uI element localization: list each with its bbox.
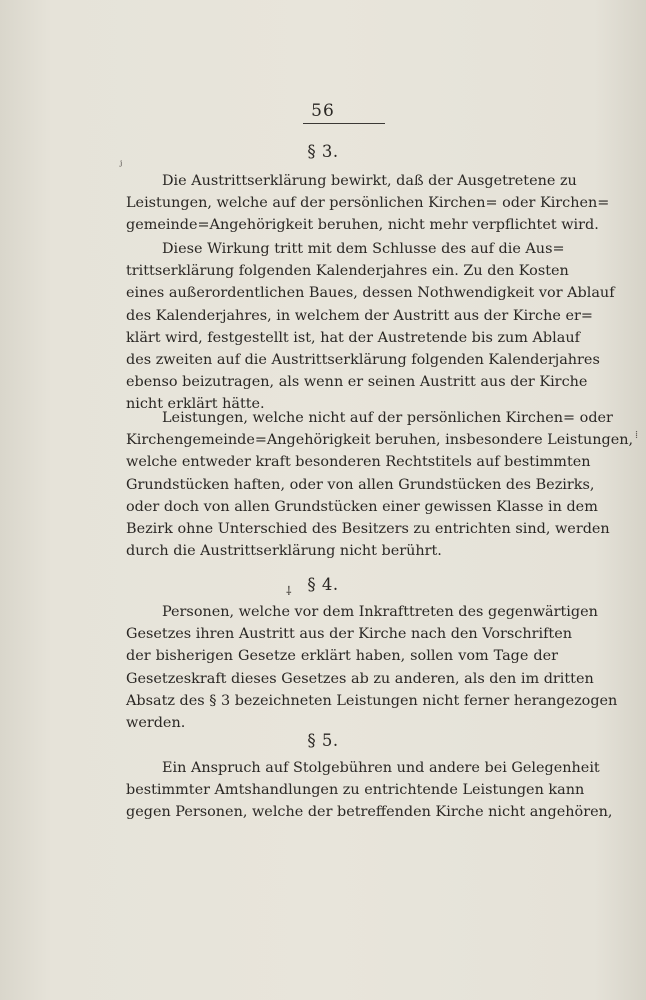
text-line: Absatz des § 3 bezeichneten Leistungen nicht ferner herangezogen — [126, 692, 618, 709]
margin-mark-icon: ʲ — [119, 158, 123, 172]
paragraph-4-1 — [126, 601, 618, 734]
text-line: Leistungen, welche auf der persönlichen Kirchen= oder Kirchen= — [126, 195, 610, 212]
text-line: der bisherigen Gesetze erklärt haben, sollen vom Tage der — [126, 648, 558, 665]
text-line: durch die Austrittserklärung nicht berührt. — [126, 543, 442, 560]
text-line: welche entweder kraft besonderen Rechtstitels auf bestimmten — [126, 454, 591, 471]
text-line: gegen Personen, welche der betreffenden Kirche nicht angehören, — [126, 804, 613, 821]
text-line: des zweiten auf die Austrittserklärung folgenden Kalenderjahres — [126, 352, 600, 369]
paragraph-3-3 — [126, 407, 634, 562]
text-line: klärt wird, festgestellt ist, hat der Austretende bis zum Ablauf — [126, 329, 580, 346]
text-line: gemeinde=Angehörigkeit beruhen, nicht mehr verpflichtet wird. — [126, 217, 599, 234]
text-line: Gesetzeskraft dieses Gesetzes ab zu anderen, als den im dritten — [126, 670, 594, 687]
text-line: trittserklärung folgenden Kalenderjahres ein. Zu den Kosten — [126, 263, 569, 280]
paragraph-3-2 — [126, 238, 615, 416]
text-line: Grundstücken haften, oder von allen Grundstücken des Bezirks, — [126, 476, 595, 493]
text-line: werden. — [126, 715, 186, 732]
text-line: Leistungen, welche nicht auf der persönlichen Kirchen= oder — [162, 410, 613, 426]
section-heading-3: § 3. — [307, 142, 339, 161]
text-line: Gesetzes ihren Austritt aus der Kirche nach den Vorschriften — [126, 626, 572, 643]
section-heading-4: § 4. — [307, 575, 339, 594]
ornament-icon: ⸸ — [286, 584, 292, 598]
text-line: oder doch von allen Grundstücken einer gewissen Klasse in dem — [126, 498, 598, 515]
text-line: bestimmter Amtshandlungen zu entrichtende Leistungen kann — [126, 782, 585, 799]
text-line: ebenso beizutragen, als wenn er seinen Austritt aus der Kirche — [126, 374, 588, 391]
text-line: nicht erklärt hätte. — [126, 396, 265, 413]
text-line: Ein Anspruch auf Stolgebühren und andere bei Gelegenheit — [162, 760, 600, 776]
text-line: des Kalenderjahres, in welchem der Austritt aus der Kirche er= — [126, 307, 593, 324]
page-number-rule — [303, 123, 385, 124]
edge-mark-icon: ⁞ — [635, 428, 639, 441]
text-line: Diese Wirkung tritt mit dem Schlusse des auf die Aus= — [162, 241, 565, 257]
text-line: Die Austrittserklärung bewirkt, daß der Ausgetretene zu — [162, 173, 577, 189]
text-line: Kirchengemeinde=Angehörigkeit beruhen, insbesondere Leistungen, — [126, 432, 634, 449]
text-line: Personen, welche vor dem Inkrafttreten des gegenwärtigen — [162, 604, 598, 620]
text-line: eines außerordentlichen Baues, dessen Nothwendigkeit vor Ablauf — [126, 285, 615, 302]
paragraph-5-1 — [126, 757, 613, 824]
section-heading-5: § 5. — [307, 731, 339, 750]
text-line: Bezirk ohne Unterschied des Besitzers zu entrichten sind, werden — [126, 521, 610, 538]
page-number: 56 — [311, 101, 335, 121]
paragraph-3-1 — [126, 170, 610, 237]
